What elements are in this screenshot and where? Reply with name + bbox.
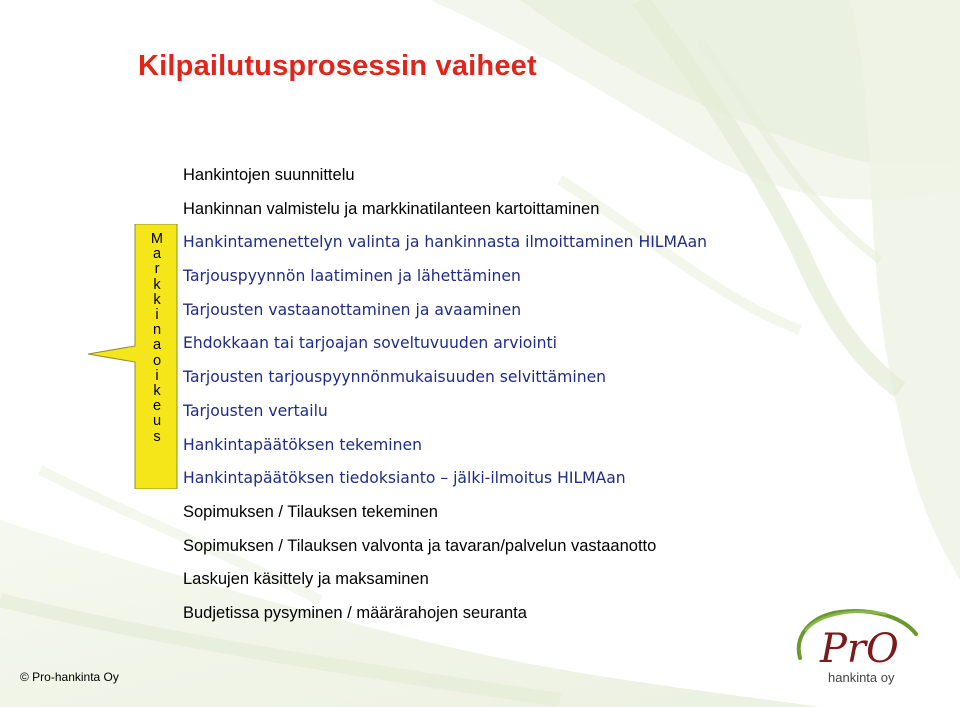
process-step-13: Laskujen käsittely ja maksaminen <box>183 570 429 589</box>
bracket-letter: n <box>152 322 162 339</box>
bracket-letter: k <box>153 383 161 400</box>
bracket-letter: o <box>152 352 162 369</box>
svg-text:PrO: PrO <box>820 626 899 672</box>
bracket-letter: k <box>153 276 161 293</box>
process-step-6: Ehdokkaan tai tarjoajan soveltuvuuden arviointi <box>183 334 557 353</box>
process-step-14: Budjetissa pysyminen / määrärahojen seuranta <box>183 603 527 622</box>
bracket-letter: e <box>152 398 162 415</box>
process-step-5: Tarjousten vastaanottaminen ja avaaminen <box>183 300 522 319</box>
process-step-8: Tarjousten vertailu <box>183 401 328 420</box>
bracket-vertical-label <box>142 232 172 445</box>
bracket-letter: M <box>150 231 164 247</box>
copyright-text: © Pro-hankinta Oy <box>20 670 119 684</box>
process-step-10: Hankintapäätöksen tiedoksianto – jälki-ilmoitus HILMAan <box>183 469 626 488</box>
pro-hankinta-logo <box>790 608 932 694</box>
process-step-11: Sopimuksen / Tilauksen tekeminen <box>183 502 438 521</box>
bracket-letter: r <box>154 261 160 278</box>
slide-title: Kilpailutusprosessin vaiheet <box>138 50 537 82</box>
svg-text:hankinta oy: hankinta oy <box>828 670 895 685</box>
process-step-9: Hankintapäätöksen tekeminen <box>183 435 422 454</box>
process-step-12: Sopimuksen / Tilauksen valvonta ja tavaran/palvelun vastaanotto <box>183 536 657 555</box>
process-step-2: Hankinnan valmistelu ja markkinatilanteen kartoittaminen <box>183 199 600 218</box>
process-step-1: Hankintojen suunnittelu <box>183 166 355 184</box>
bracket-letter: i <box>155 307 159 324</box>
bracket-letter: s <box>153 428 161 445</box>
bracket-letter: u <box>152 413 162 430</box>
bracket-letter: i <box>155 367 159 384</box>
process-step-7: Tarjousten tarjouspyynnönmukaisuuden selvittäminen <box>183 368 607 387</box>
bracket-letter: k <box>153 291 161 308</box>
process-steps-list <box>183 159 707 631</box>
bracket-letter: a <box>152 246 162 263</box>
process-step-4: Tarjouspyynnön laatiminen ja lähettäminen <box>183 267 521 286</box>
bracket-letter: a <box>152 337 162 354</box>
process-step-3: Hankintamenettelyn valinta ja hankinnasta ilmoittaminen HILMAan <box>183 233 708 252</box>
